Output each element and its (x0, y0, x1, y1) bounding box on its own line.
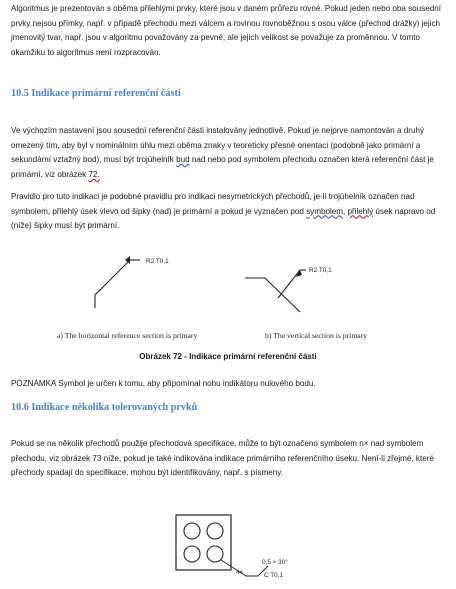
figure-72b-caption: b) The vertical section is primary (265, 331, 368, 340)
paragraph-algorithm: Algoritmus je prezentován s oběma přilehlými prvky, které jsou v daném průřezu rovné. Pokud jeden nebo oba sousední prvky nejsou přímky, např. v případě přechodu mezi válcem a rovinou rovnoběžnou s osou válce (přechod drážky) jejich jmenovitý tvar, např. jsou v algoritmu považovány za pevné, ale jejich velikost se považuje za proměnnou. V tomto okamžiku to algoritmus není rozpracován. (11, 4, 441, 57)
underlined-word-bud: bud (176, 155, 190, 165)
hole-bottom-right (207, 546, 223, 562)
figure-72b-drawing (245, 267, 332, 312)
spec-line-2: C T0,1 (264, 572, 284, 579)
heading-10-6: 10.6 Indikace několika tolerovaných prvků (11, 402, 198, 413)
hole-top-left (184, 523, 200, 539)
paragraph-rule: Pravidlo pro tuto indikaci je podobné pravidlu pro indikaci nesymetrických přechodů, je-li trojúhelník označen nad symbolem, přilehlý úsek vlevo od šipky (nad) je primární a pokud je vyznačen pod symbolem, přilehlý úsek napravo od (níže) šipky musí být primární. (11, 192, 436, 231)
figure-reference: 72. (88, 169, 100, 179)
underlined-word-symbolem: symbolem (306, 206, 344, 216)
count-label: 4× (236, 569, 244, 576)
hole-top-right (207, 523, 223, 539)
hole-bottom-left (184, 546, 200, 562)
figure-72b-label: R2 T0,1 (309, 267, 332, 274)
figure-72a-drawing (95, 256, 169, 308)
underlined-word-prilehly: přilehlý (347, 206, 374, 216)
heading-10-5: 10.5 Indikace primární referenční části (11, 88, 181, 99)
figure-73-drawing (0, 510, 456, 589)
figure-72a-label: R2 T0,1 (146, 258, 169, 265)
spec-line-1: 0,5 × 30° (262, 559, 288, 566)
figure-72-drawings (0, 250, 456, 340)
figure-72a-caption: a) The horizontal reference section is primary (57, 331, 198, 340)
figure-72-title: Obrázek 72 - Indikace primární referenční části (139, 352, 317, 361)
paragraph-multiple-transitions: Pokud se na několik přechodů použije přechodová specifikace, může to být označeno symbolem n× nad symbolem přechodu, viz obrázek 73 níže, pokud je také indikována indikace primárního referenčního úseku. Není-li zřejmé, které přechody spadají do specifikace, mohou být identifikovány, např. s písmeny. (11, 439, 434, 478)
paragraph-default-setting: Ve výchozím nastavení jsou sousední referenční části instalovány jednotlivě. Pokud je nejprve namontován a druhý omezený tím, aby byl v nominálním úhlu mezi oběma znaky v teoreticky přesné orientaci (podobně jako primární a sekundární vztažný bod), musí být trojúhelník bud nad nebo pod symbolem přechodu označen která referenční část je primární, viz obrázek 72. (11, 126, 434, 179)
square-plate (176, 515, 231, 570)
paragraph-note: POZNÁMKA Symbol je určen k tomu, aby připomínal nohu indikátoru nulového bodu. (11, 379, 316, 388)
